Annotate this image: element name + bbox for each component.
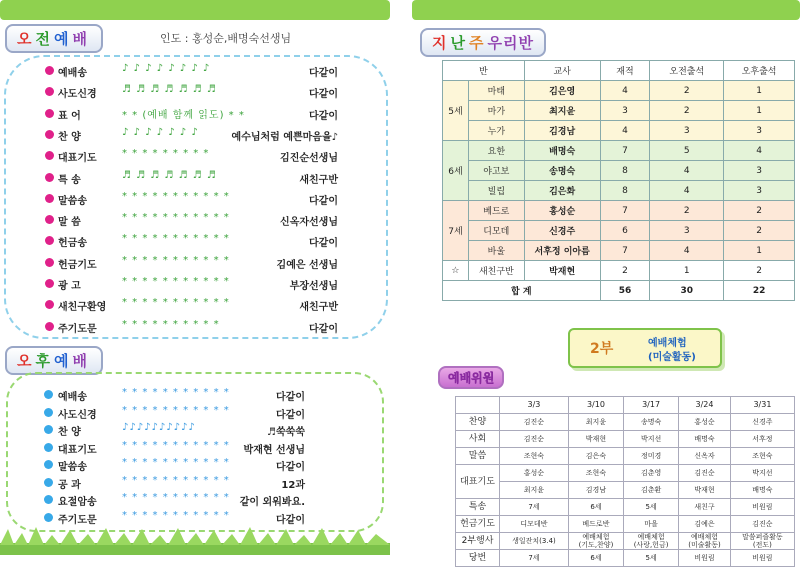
banner-line1: 예배체험 bbox=[648, 338, 687, 349]
duty-label: 대표기도 bbox=[456, 465, 500, 499]
order-label: 헌금송 bbox=[58, 238, 87, 250]
order-label: 사도신경 bbox=[58, 89, 97, 101]
col-enrolled: 재적 bbox=[600, 61, 650, 81]
attendance-table bbox=[442, 60, 795, 301]
duty-cell: 송명숙 bbox=[624, 414, 679, 431]
duty-label: 헌금기도 bbox=[456, 516, 500, 533]
order-leader: 다같이 bbox=[309, 89, 338, 101]
order-row bbox=[0, 105, 390, 123]
bullet-icon bbox=[45, 279, 54, 288]
order-decoration: * * * * * * * * * * * bbox=[122, 254, 230, 266]
duty-cell: 김경남 bbox=[568, 482, 623, 499]
am-order-list bbox=[0, 62, 390, 335]
order-decoration: * * * * * * * * * * * bbox=[122, 492, 230, 503]
order-row bbox=[0, 456, 390, 474]
class-name-cell: 디모데 bbox=[468, 221, 524, 241]
pm-cell: 3 bbox=[724, 181, 795, 201]
order-label: 주기도문 bbox=[58, 323, 97, 335]
order-label: 표 어 bbox=[58, 110, 81, 122]
bullet-icon bbox=[45, 87, 54, 96]
order-label: 대표기도 bbox=[58, 444, 97, 456]
duty-cell: 조현숙 bbox=[730, 448, 794, 465]
order-label: 주기도문 bbox=[58, 514, 97, 526]
duty-cell: 박지선 bbox=[730, 465, 794, 482]
duty-label: 찬양 bbox=[456, 414, 500, 431]
am-cell: 4 bbox=[650, 161, 724, 181]
col-class: 반 bbox=[443, 61, 525, 81]
order-label: 특 송 bbox=[58, 174, 81, 186]
duty-cell: 서후정 bbox=[730, 431, 794, 448]
duty-cell: 김진순 bbox=[500, 414, 569, 431]
bullet-icon bbox=[45, 151, 54, 160]
pm-worship-title: 오후예배 bbox=[5, 346, 103, 375]
order-decoration: * * * * * * * * * * * bbox=[122, 509, 230, 521]
bullet-icon bbox=[45, 173, 54, 182]
pm-cell: 1 bbox=[724, 81, 795, 101]
order-label: 찬 양 bbox=[58, 131, 81, 143]
order-leader: 다같이 bbox=[276, 409, 305, 421]
bullet-icon bbox=[44, 443, 53, 452]
order-decoration: * * * * * * * * * * * bbox=[122, 276, 230, 287]
duty-corner bbox=[456, 397, 500, 414]
duty-cell: 박재현 bbox=[568, 431, 623, 448]
order-row bbox=[0, 386, 390, 404]
grade-cell: 7세 bbox=[443, 201, 469, 261]
duty-row bbox=[456, 448, 795, 465]
class-name-cell: 바울 bbox=[468, 241, 524, 261]
total-value: 30 bbox=[650, 281, 724, 301]
duty-cell: 말씀퍼즐활동 (전도) bbox=[730, 533, 794, 550]
duty-cell: 새친구 bbox=[679, 499, 731, 516]
order-label: 말씀송 bbox=[58, 195, 87, 207]
order-decoration: ♪♪♪♪♪♪♪♪♪♪ bbox=[122, 422, 196, 433]
order-label: 헌금기도 bbox=[58, 259, 97, 271]
duty-label: 특송 bbox=[456, 499, 500, 516]
pm-cell: 3 bbox=[724, 121, 795, 141]
order-decoration: * * * * * * * * * * bbox=[122, 318, 220, 330]
order-leader: 김예은 선생님 bbox=[276, 259, 338, 271]
class-name-cell: 누가 bbox=[468, 121, 524, 141]
bullet-icon bbox=[44, 513, 53, 522]
duty-cell: 배명숙 bbox=[679, 431, 731, 448]
enrolled-cell: 6 bbox=[600, 221, 650, 241]
attendance-row bbox=[443, 161, 795, 181]
order-decoration: * * * * * * * * * * * bbox=[122, 474, 230, 486]
duty-cell: 최지윤 bbox=[500, 482, 569, 499]
duty-cell: 5세 bbox=[624, 550, 679, 567]
grade-cell: ☆ bbox=[443, 261, 469, 281]
order-row bbox=[0, 211, 390, 229]
order-row bbox=[0, 169, 390, 187]
class-name-cell: 새친구반 bbox=[468, 261, 524, 281]
bullet-icon bbox=[45, 215, 54, 224]
duty-cell: 김진순 bbox=[730, 516, 794, 533]
order-leader: 박재현 선생님 bbox=[243, 444, 305, 456]
attendance-title: 지난주우리반 bbox=[420, 28, 546, 57]
grade-cell: 5세 bbox=[443, 81, 469, 141]
duty-title: 예배위원 bbox=[438, 366, 504, 389]
order-row bbox=[0, 318, 390, 336]
order-row bbox=[0, 83, 390, 101]
pm-cell: 2 bbox=[724, 261, 795, 281]
order-row bbox=[0, 254, 390, 272]
teacher-cell: 김은영 bbox=[524, 81, 600, 101]
teacher-cell: 김은화 bbox=[524, 181, 600, 201]
order-leader: 다같이 bbox=[276, 514, 305, 526]
bullet-icon bbox=[45, 130, 54, 139]
duty-cell: 김춘환 bbox=[624, 482, 679, 499]
order-decoration: * * (예배 함께 읽도) * * bbox=[122, 109, 245, 121]
am-cell: 3 bbox=[650, 221, 724, 241]
duty-row bbox=[456, 465, 795, 482]
duty-cell: 7세 bbox=[500, 550, 569, 567]
duty-cell: 5세 bbox=[624, 499, 679, 516]
duty-row bbox=[456, 414, 795, 431]
class-name-cell: 요한 bbox=[468, 141, 524, 161]
order-decoration: * * * * * * * * * * * bbox=[122, 190, 230, 202]
bullet-icon bbox=[44, 425, 53, 434]
duty-cell: 6세 bbox=[568, 499, 623, 516]
am-cell: 4 bbox=[650, 241, 724, 261]
am-cell: 3 bbox=[650, 121, 724, 141]
duty-row bbox=[456, 482, 795, 499]
order-row bbox=[0, 190, 390, 208]
order-decoration: * * * * * * * * * * * bbox=[122, 457, 230, 468]
enrolled-cell: 7 bbox=[600, 141, 650, 161]
banner-part: 2부 bbox=[590, 341, 614, 357]
duty-label: 2부행사 bbox=[456, 533, 500, 550]
duty-cell: 조현숙 bbox=[500, 448, 569, 465]
grass-decoration bbox=[0, 525, 390, 555]
bullet-icon bbox=[45, 66, 54, 75]
order-leader: 다같이 bbox=[309, 110, 338, 122]
duty-cell: 홍성순 bbox=[500, 465, 569, 482]
am-cell: 2 bbox=[650, 81, 724, 101]
duty-label: 사회 bbox=[456, 431, 500, 448]
order-row bbox=[0, 439, 390, 457]
order-leader: 새친구반 bbox=[299, 174, 338, 186]
order-leader: 새친구반 bbox=[299, 302, 338, 314]
pm-order-list bbox=[0, 386, 390, 526]
order-row bbox=[0, 147, 390, 165]
col-pm-attend: 오후출석 bbox=[724, 61, 795, 81]
am-cell: 2 bbox=[650, 201, 724, 221]
duty-cell: 배명숙 bbox=[730, 482, 794, 499]
teacher-cell: 서후정 이아름 bbox=[524, 241, 600, 261]
teacher-cell: 배명숙 bbox=[524, 141, 600, 161]
order-row bbox=[0, 509, 390, 527]
order-leader: 다같이 bbox=[309, 238, 338, 250]
bullet-icon bbox=[45, 109, 54, 118]
enrolled-cell: 8 bbox=[600, 181, 650, 201]
bullet-icon bbox=[45, 258, 54, 267]
duty-cell: 비원림 bbox=[679, 550, 731, 567]
attendance-row bbox=[443, 101, 795, 121]
teacher-cell: 송명숙 bbox=[524, 161, 600, 181]
pm-cell: 3 bbox=[724, 161, 795, 181]
order-label: 사도신경 bbox=[58, 409, 97, 421]
order-label: 찬 양 bbox=[58, 427, 81, 438]
order-decoration: ♪ ♪ ♪ ♪ ♪ ♪ ♪ ♪ bbox=[122, 63, 211, 74]
attendance-row bbox=[443, 121, 795, 141]
order-label: 공 과 bbox=[58, 479, 81, 491]
am-cell: 4 bbox=[650, 181, 724, 201]
bullet-icon bbox=[44, 460, 53, 469]
order-decoration: * * * * * * * * * bbox=[122, 148, 210, 160]
duty-cell: 김은숙 bbox=[568, 448, 623, 465]
duty-label: 말씀 bbox=[456, 448, 500, 465]
order-leader: ♬쑥쑥쑥 bbox=[267, 427, 305, 438]
am-cell: 1 bbox=[650, 261, 724, 281]
order-label: 예배송 bbox=[58, 392, 87, 403]
attendance-row bbox=[443, 221, 795, 241]
col-teacher: 교사 bbox=[524, 61, 600, 81]
order-label: 말씀송 bbox=[58, 462, 87, 473]
order-leader: 12과 bbox=[281, 479, 305, 491]
order-label: 광 고 bbox=[58, 281, 81, 292]
order-row bbox=[0, 296, 390, 314]
teacher-cell: 홍성순 bbox=[524, 201, 600, 221]
duty-cell: 6세 bbox=[568, 550, 623, 567]
duty-row bbox=[456, 431, 795, 448]
enrolled-cell: 7 bbox=[600, 241, 650, 261]
bullet-icon bbox=[44, 408, 53, 417]
col-am-attend: 오전출석 bbox=[650, 61, 724, 81]
grade-cell: 6세 bbox=[443, 141, 469, 201]
duty-cell: 김예은 bbox=[679, 516, 731, 533]
duty-cell: 조현숙 bbox=[568, 465, 623, 482]
order-leader: 같이 외워봐요. bbox=[239, 497, 305, 508]
order-row bbox=[0, 421, 390, 439]
date-header: 3/3 bbox=[500, 397, 569, 414]
order-leader: 신옥자선생님 bbox=[280, 217, 338, 229]
am-worship-title: 오전예배 bbox=[5, 24, 103, 53]
bullet-icon bbox=[44, 495, 53, 504]
order-row bbox=[0, 126, 390, 144]
duty-cell: 7세 bbox=[500, 499, 569, 516]
enrolled-cell: 4 bbox=[600, 81, 650, 101]
bullet-icon bbox=[45, 322, 54, 331]
class-name-cell: 빌립 bbox=[468, 181, 524, 201]
order-leader: 부장선생님 bbox=[289, 281, 338, 292]
order-leader: 김진순선생님 bbox=[280, 153, 338, 165]
order-leader: 다같이 bbox=[309, 68, 338, 79]
duty-cell: 마을 bbox=[624, 516, 679, 533]
duty-cell: 박지선 bbox=[624, 431, 679, 448]
duty-row bbox=[456, 516, 795, 533]
attendance-row bbox=[443, 181, 795, 201]
order-decoration: ♬ ♬ ♬ ♬ ♬ ♬ ♬ bbox=[122, 84, 217, 96]
class-name-cell: 야고보 bbox=[468, 161, 524, 181]
order-row bbox=[0, 232, 390, 250]
teacher-cell: 박재현 bbox=[524, 261, 600, 281]
date-header: 3/31 bbox=[730, 397, 794, 414]
teacher-cell: 최지윤 bbox=[524, 101, 600, 121]
duty-cell: 신경주 bbox=[730, 414, 794, 431]
order-row bbox=[0, 275, 390, 293]
order-label: 새친구환영 bbox=[58, 302, 107, 314]
duty-cell: 예배체험 (미술활동) bbox=[679, 533, 731, 550]
attendance-header-row bbox=[443, 61, 795, 81]
left-header-bar bbox=[0, 0, 390, 20]
order-leader: 다같이 bbox=[309, 195, 338, 207]
order-decoration: * * * * * * * * * * * bbox=[122, 439, 230, 451]
duty-cell: 정미경 bbox=[624, 448, 679, 465]
order-label: 요절암송 bbox=[58, 497, 97, 508]
program-banner bbox=[568, 322, 724, 368]
total-row bbox=[443, 281, 795, 301]
bullet-icon bbox=[45, 236, 54, 245]
pm-cell: 1 bbox=[724, 101, 795, 121]
order-label: 말 씀 bbox=[58, 217, 81, 229]
order-leader: 다같이 bbox=[276, 462, 305, 473]
order-leader: 예수님처럼 예쁜마음을♪ bbox=[231, 131, 338, 143]
right-header-bar bbox=[412, 0, 800, 20]
enrolled-cell: 4 bbox=[600, 121, 650, 141]
bullet-icon bbox=[45, 300, 54, 309]
order-decoration: ♬ ♬ ♬ ♬ ♬ ♬ ♬ bbox=[122, 169, 217, 181]
duty-cell: 비원림 bbox=[730, 499, 794, 516]
duty-cell: 박재현 bbox=[679, 482, 731, 499]
attendance-row bbox=[443, 241, 795, 261]
teacher-cell: 신경주 bbox=[524, 221, 600, 241]
order-row bbox=[0, 62, 390, 80]
am-cell: 5 bbox=[650, 141, 724, 161]
date-header: 3/10 bbox=[568, 397, 623, 414]
duty-cell: 생일잔치(3.4) bbox=[500, 533, 569, 550]
order-leader: 다같이 bbox=[276, 392, 305, 403]
enrolled-cell: 3 bbox=[600, 101, 650, 121]
duty-cell: 디모데반 bbox=[500, 516, 569, 533]
duty-cell: 김진순 bbox=[679, 465, 731, 482]
order-decoration: ♪ ♪ ♪ ♪ ♪ ♪ ♪ bbox=[122, 126, 199, 138]
order-row bbox=[0, 474, 390, 492]
duty-header-row bbox=[456, 397, 795, 414]
enrolled-cell: 7 bbox=[600, 201, 650, 221]
class-name-cell: 마가 bbox=[468, 101, 524, 121]
bullet-icon bbox=[45, 194, 54, 203]
duty-row bbox=[456, 499, 795, 516]
duty-cell: 신옥자 bbox=[679, 448, 731, 465]
date-header: 3/24 bbox=[679, 397, 731, 414]
duty-cell: 베드로반 bbox=[568, 516, 623, 533]
banner-line2: (미술활동) bbox=[648, 352, 696, 363]
class-name-cell: 베드로 bbox=[468, 201, 524, 221]
order-decoration: * * * * * * * * * * * bbox=[122, 233, 230, 245]
order-decoration: * * * * * * * * * * * bbox=[122, 404, 230, 416]
duty-cell: 예배체험 (사랑,헌금) bbox=[624, 533, 679, 550]
duty-cell: 김춘영 bbox=[624, 465, 679, 482]
duty-cell: 김진순 bbox=[500, 431, 569, 448]
duty-cell: 예배체험 (기도,찬양) bbox=[568, 533, 623, 550]
class-name-cell: 마태 bbox=[468, 81, 524, 101]
duty-cell: 홍성순 bbox=[679, 414, 731, 431]
order-decoration: * * * * * * * * * * * bbox=[122, 297, 230, 309]
order-label: 예배송 bbox=[58, 68, 87, 79]
total-value: 56 bbox=[600, 281, 650, 301]
order-label: 대표기도 bbox=[58, 153, 97, 165]
duty-row bbox=[456, 533, 795, 550]
enrolled-cell: 2 bbox=[600, 261, 650, 281]
duty-cell: 최지윤 bbox=[568, 414, 623, 431]
order-row bbox=[0, 491, 390, 509]
pm-cell: 1 bbox=[724, 241, 795, 261]
total-value: 22 bbox=[724, 281, 795, 301]
am-cell: 2 bbox=[650, 101, 724, 121]
order-leader: 다같이 bbox=[309, 323, 338, 335]
pm-cell: 2 bbox=[724, 201, 795, 221]
attendance-row bbox=[443, 81, 795, 101]
pm-cell: 2 bbox=[724, 221, 795, 241]
duty-label: 당번 bbox=[456, 550, 500, 567]
date-header: 3/17 bbox=[624, 397, 679, 414]
am-leader-text: 인도 : 홍성순,배명숙선생님 bbox=[160, 32, 292, 45]
order-decoration: * * * * * * * * * * * bbox=[122, 212, 230, 224]
duty-row bbox=[456, 550, 795, 567]
teacher-cell: 김경남 bbox=[524, 121, 600, 141]
pm-cell: 4 bbox=[724, 141, 795, 161]
attendance-row bbox=[443, 141, 795, 161]
duty-table bbox=[455, 396, 795, 567]
total-label: 합 계 bbox=[443, 281, 601, 301]
bullet-icon bbox=[44, 390, 53, 399]
order-row bbox=[0, 404, 390, 422]
bullet-icon bbox=[44, 478, 53, 487]
order-decoration: * * * * * * * * * * * bbox=[122, 387, 230, 398]
duty-cell: 비원림 bbox=[730, 550, 794, 567]
enrolled-cell: 8 bbox=[600, 161, 650, 181]
attendance-row bbox=[443, 261, 795, 281]
attendance-row bbox=[443, 201, 795, 221]
